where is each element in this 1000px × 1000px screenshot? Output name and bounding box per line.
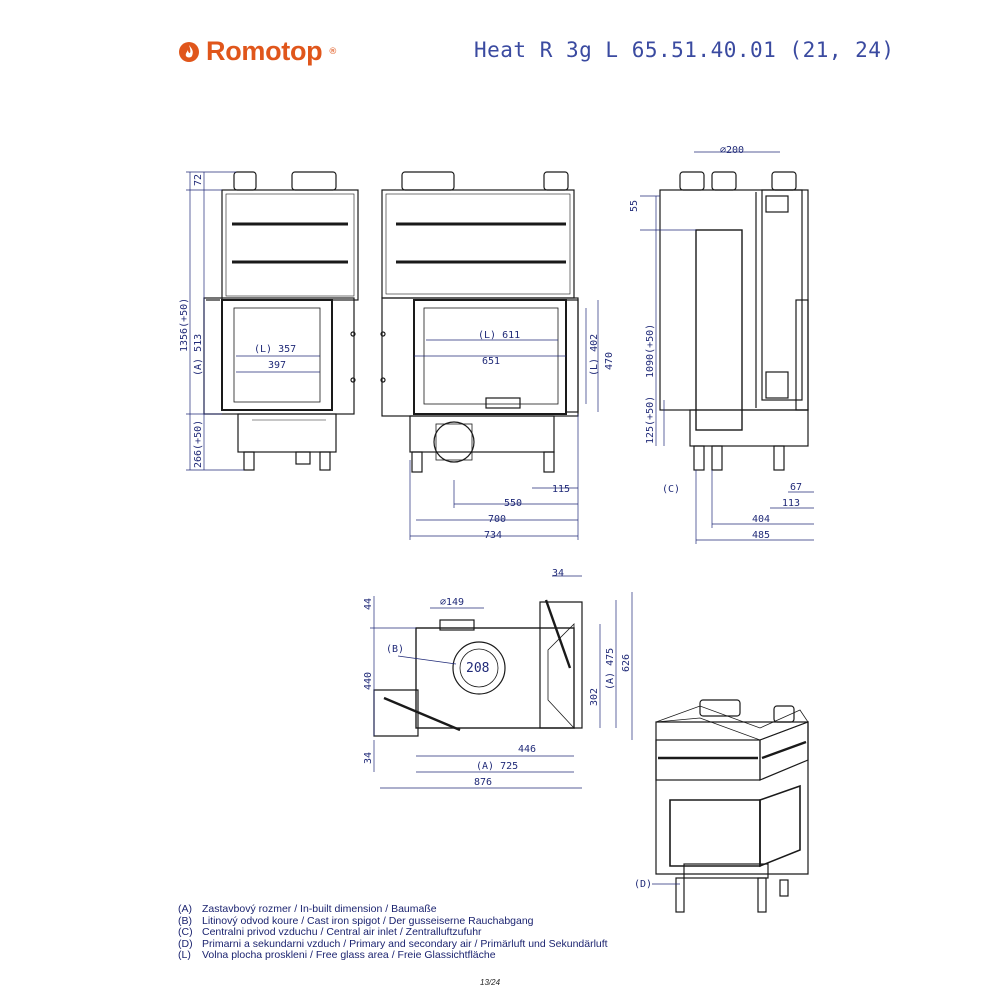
iso-view	[656, 700, 808, 912]
dim-734: 734	[484, 530, 503, 541]
dim-125: 125(+50)	[645, 395, 656, 444]
side-view	[660, 172, 808, 470]
label-d: (D)	[634, 879, 653, 890]
dim-149-diameter: ⌀149	[440, 597, 465, 608]
front-view-center	[381, 172, 578, 472]
dim-113: 113	[782, 498, 801, 509]
dim-700: 700	[488, 514, 507, 525]
dim-208: 208	[466, 661, 490, 676]
legend-text: Zastavbový rozmer / In-built dimension / Baumaße	[202, 903, 437, 915]
dim-72: 72	[193, 173, 204, 186]
legend	[178, 904, 608, 962]
dim-67: 67	[790, 482, 803, 493]
label-b: (B)	[386, 644, 405, 655]
dim-34-bottom: 34	[363, 751, 374, 764]
dim-34-top: 34	[552, 568, 565, 579]
dim-470: 470	[604, 351, 615, 370]
dim-266: 266(+50)	[193, 419, 204, 468]
label-c: (C)	[662, 484, 681, 495]
dim-485: 485	[752, 530, 771, 541]
model-title: Heat R 3g L 65.51.40.01 (21, 24)	[474, 38, 895, 62]
dim-115: 115	[552, 484, 571, 495]
dim-55: 55	[629, 199, 640, 212]
page-number: 13/24	[480, 978, 501, 987]
legend-key: (D)	[178, 937, 193, 950]
legend-key: (B)	[178, 914, 192, 927]
dim-a-475: (A) 475	[605, 647, 616, 690]
legend-item	[178, 950, 608, 962]
dim-l-611: (L) 611	[478, 330, 521, 341]
legend-text: Volna plocha proskleni / Free glass area / Freie Glassichtfläche	[202, 949, 496, 961]
legend-item	[178, 927, 608, 939]
legend-text: Primarni a sekundarni vzduch / Primary and secondary air / Primärluft und Sekundärluft	[202, 937, 608, 950]
dim-1356: 1356(+50)	[179, 297, 190, 352]
dim-a-725: (A) 725	[476, 761, 519, 772]
dim-651: 651	[482, 356, 501, 367]
legend-key: (A)	[178, 903, 192, 915]
legend-key: (L)	[178, 949, 191, 961]
dim-397: 397	[268, 360, 287, 371]
front-view-left	[204, 172, 358, 470]
legend-key: (C)	[178, 926, 193, 938]
legend-text: Litinový odvod koure / Cast iron spigot / Der gusseiserne Rauchabgang	[202, 914, 534, 927]
dim-550: 550	[504, 498, 523, 509]
dim-44: 44	[363, 597, 374, 610]
dim-876: 876	[474, 777, 493, 788]
dim-a-513: (A) 513	[193, 333, 204, 376]
dim-302: 302	[589, 687, 600, 706]
brand-registered-mark: ®	[328, 46, 338, 57]
dim-l-402: (L) 402	[589, 333, 600, 376]
dim-440: 440	[363, 671, 374, 690]
dim-1090: 1090(+50)	[645, 323, 656, 378]
legend-item	[178, 904, 608, 916]
dim-446: 446	[518, 744, 537, 755]
dim-200-diameter: ⌀200	[720, 145, 745, 156]
dim-626: 626	[621, 653, 632, 672]
legend-text: Centralni privod vzduchu / Central air inlet / Zentralluftzufuhr	[202, 926, 482, 938]
dim-404: 404	[752, 514, 771, 525]
dim-l-357: (L) 357	[254, 344, 297, 355]
brand-name: Romotop	[206, 36, 323, 66]
